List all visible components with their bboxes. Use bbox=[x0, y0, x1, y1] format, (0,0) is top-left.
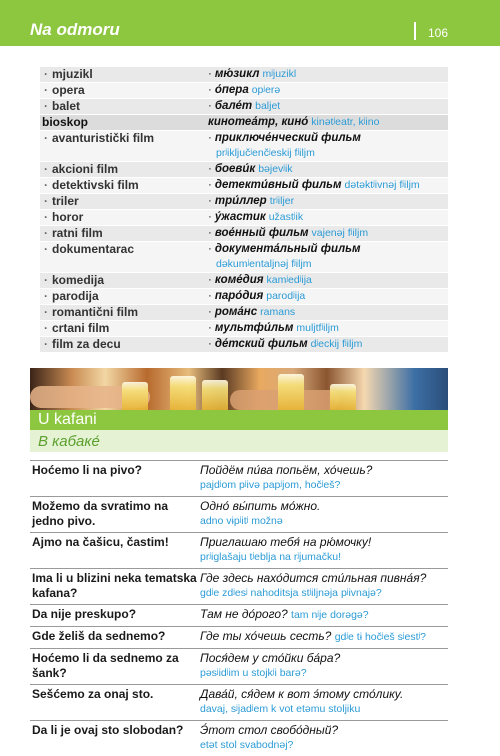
vocab-serbian: film za decu bbox=[52, 337, 121, 351]
vocab-transcription: kamʲedʲija bbox=[266, 274, 312, 286]
vocab-serbian: ratni film bbox=[52, 226, 103, 240]
phrase-row bbox=[30, 496, 448, 532]
phrase-serbian: Da li je ovaj sto slobodan? bbox=[32, 723, 184, 737]
phrase-transcription: pəsʲidʲim u stojkʲi barə? bbox=[200, 667, 307, 679]
vocab-row bbox=[40, 242, 448, 273]
section-title: U kafani bbox=[38, 411, 97, 428]
cinema-vocabulary-table bbox=[40, 67, 448, 353]
phrase-transcription: prʲiglašaju tʲeblja na rʲjumačku! bbox=[200, 551, 342, 563]
vocab-russian: боеви́к bbox=[214, 163, 256, 175]
vocab-transcription: baljet bbox=[255, 100, 281, 112]
bullet-icon: · bbox=[44, 99, 48, 113]
beer-glass bbox=[170, 376, 196, 410]
vocab-serbian: horor bbox=[52, 210, 84, 224]
vocab-serbian: bioskop bbox=[42, 115, 89, 129]
phrase-serbian: Možemo da svratimo na jedno pivo. bbox=[32, 499, 169, 528]
beer-glass bbox=[202, 380, 228, 410]
vocab-serbian: crtani film bbox=[52, 321, 110, 335]
phrase-row bbox=[30, 568, 448, 604]
vocab-transcription: dətəktʲivnəj fʲiljm bbox=[344, 179, 420, 191]
bullet-icon: · bbox=[208, 211, 212, 223]
vocab-transcription: mʲjuzikl bbox=[262, 68, 297, 80]
bullet-icon: · bbox=[44, 131, 48, 145]
vocab-russian: бале́т bbox=[214, 100, 253, 112]
vocab-row bbox=[40, 321, 448, 337]
bullet-icon: · bbox=[208, 227, 212, 239]
phrase-transcription: etət stol svabodnəj? bbox=[200, 739, 294, 751]
phrase-serbian: Ajmo na čašicu, častim! bbox=[32, 535, 169, 549]
bullet-icon: · bbox=[208, 84, 212, 96]
vocab-russian: вое́нный фильм bbox=[214, 227, 309, 239]
vocab-serbian: balet bbox=[52, 99, 81, 113]
phrase-russian: Пося́дем у сто́йки ба́ра? bbox=[200, 651, 341, 665]
phrase-transcription: gdʲe tɨ hočʲeš sʲestʲ? bbox=[334, 631, 427, 643]
vocab-transcription: muljtfʲiljm bbox=[296, 322, 339, 334]
phrase-serbian: Sešćemo za onaj sto. bbox=[32, 687, 154, 701]
vocab-russian: три́ллер bbox=[214, 195, 267, 207]
vocab-row bbox=[40, 289, 448, 305]
phrase-row bbox=[30, 460, 448, 496]
bullet-icon: · bbox=[44, 289, 48, 303]
vocab-row bbox=[40, 67, 448, 83]
pub-photo bbox=[30, 368, 448, 410]
bullet-icon: · bbox=[44, 83, 48, 97]
bullet-icon: · bbox=[208, 290, 212, 302]
beer-glass bbox=[330, 384, 356, 410]
vocab-transcription: vajenəj fʲiljm bbox=[311, 227, 369, 239]
vocab-russian: рома́нс bbox=[214, 306, 258, 318]
bullet-icon: · bbox=[44, 242, 48, 256]
vocab-serbian: romantični film bbox=[52, 305, 139, 319]
bullet-icon: · bbox=[208, 132, 212, 144]
section-subtitle: В кабаке́ bbox=[38, 433, 100, 450]
phrase-russian: Там не до́рого? bbox=[200, 607, 288, 621]
phrase-row bbox=[30, 532, 448, 568]
phrase-transcription: tam nʲje dorəgə? bbox=[291, 609, 369, 621]
vocab-transcription: prʲiključʲenčʲeskij fʲiljm bbox=[216, 147, 315, 159]
vocab-transcription: trʲiljer bbox=[269, 195, 295, 207]
vocab-russian: паро́дия bbox=[214, 290, 264, 302]
header-divider bbox=[414, 22, 416, 40]
phrase-russian: Одно́ вы́пить мо́жно. bbox=[200, 499, 321, 513]
bullet-icon: · bbox=[44, 162, 48, 176]
phrase-row bbox=[30, 720, 448, 756]
vocab-russian: де́тский фильм bbox=[214, 338, 308, 350]
bullet-icon: · bbox=[208, 322, 212, 334]
vocab-row bbox=[40, 337, 448, 353]
phrase-russian: Приглашаю тебя́ на рю́мочку! bbox=[200, 535, 372, 549]
phrase-serbian: Hoćemo li da sednemo za šank? bbox=[32, 651, 179, 680]
vocab-serbian: opera bbox=[52, 83, 85, 97]
vocab-row bbox=[40, 83, 448, 99]
bullet-icon: · bbox=[208, 338, 212, 350]
vocab-russian: о́пера bbox=[214, 84, 249, 96]
beer-glass bbox=[278, 374, 304, 410]
bullet-icon: · bbox=[44, 210, 48, 224]
vocab-row bbox=[40, 178, 448, 194]
vocab-row bbox=[40, 226, 448, 242]
phrase-russian: Где здесь нахо́дится сти́льная пивна́я? bbox=[200, 571, 427, 585]
vocab-transcription: kinətʲeatr, kʲino bbox=[311, 116, 380, 128]
phrase-row bbox=[30, 604, 448, 626]
vocab-russian: документа́льный фильм bbox=[214, 243, 361, 255]
vocab-serbian: akcioni film bbox=[52, 162, 119, 176]
bullet-icon: · bbox=[208, 100, 212, 112]
vocab-serbian: mjuzikl bbox=[52, 67, 93, 81]
vocab-transcription: užastʲik bbox=[268, 211, 304, 223]
vocab-serbian: dokumentarac bbox=[52, 242, 135, 256]
phrase-transcription: pajdʲom pʲivə papʲjom, hočʲeš? bbox=[200, 479, 341, 491]
vocab-serbian: detektivski film bbox=[52, 178, 139, 192]
vocab-row bbox=[40, 194, 448, 210]
phrase-serbian: Da nije preskupo? bbox=[32, 607, 137, 621]
bullet-icon: · bbox=[208, 163, 212, 175]
phrase-row bbox=[30, 648, 448, 684]
vocab-russian: приключе́нческий фильм bbox=[214, 132, 361, 144]
phrase-transcription: gdʲe zdʲesʲ nahoditsja stʲiljnəja pʲivnajə? bbox=[200, 587, 382, 599]
vocab-russian: у́жастик bbox=[214, 211, 266, 223]
phrase-serbian: Hoćemo li na pivo? bbox=[32, 463, 143, 477]
bullet-icon: · bbox=[208, 179, 212, 191]
vocab-transcription: opʲerə bbox=[251, 84, 281, 96]
phrase-transcription: davaj, sʲjadʲem k vot etəmu stoljiku bbox=[200, 703, 361, 715]
bullet-icon: · bbox=[44, 67, 48, 81]
vocab-serbian: komedija bbox=[52, 273, 105, 287]
phrase-russian: Пойдём пи́ва попьём, хо́чешь? bbox=[200, 463, 373, 477]
vocab-row bbox=[40, 99, 448, 115]
vocab-row bbox=[40, 305, 448, 321]
vocab-russian: коме́дия bbox=[214, 274, 264, 286]
vocab-russian: детекти́вный фильм bbox=[214, 179, 342, 191]
vocab-row bbox=[40, 210, 448, 226]
phrase-russian: Где ты хо́чешь сесть? bbox=[200, 629, 332, 643]
phrase-row bbox=[30, 684, 448, 720]
vocab-row bbox=[40, 131, 448, 162]
bullet-icon: · bbox=[44, 321, 48, 335]
vocab-row bbox=[40, 273, 448, 289]
bullet-icon: · bbox=[44, 337, 48, 351]
vocab-transcription: ramans bbox=[260, 306, 296, 318]
vocab-serbian: triler bbox=[52, 194, 79, 208]
chapter-title: Na odmoru bbox=[30, 20, 120, 39]
bullet-icon: · bbox=[44, 226, 48, 240]
page-number: 106 bbox=[428, 26, 449, 40]
vocab-russian: мю́зикл bbox=[214, 68, 260, 80]
vocab-russian: кинотеа́тр, кино́ bbox=[208, 116, 309, 128]
bullet-icon: · bbox=[208, 274, 212, 286]
bullet-icon: · bbox=[44, 305, 48, 319]
vocab-row bbox=[40, 162, 448, 178]
vocab-transcription: dʲeckij fʲiljm bbox=[310, 338, 363, 350]
phrase-serbian: Gde želiš da sednemo? bbox=[32, 629, 166, 643]
beer-glass bbox=[122, 382, 148, 410]
bullet-icon: · bbox=[44, 273, 48, 287]
vocab-russian: мультфи́льм bbox=[214, 322, 294, 334]
bullet-icon: · bbox=[208, 243, 212, 255]
bullet-icon: · bbox=[44, 194, 48, 208]
vocab-transcription: dəkumʲentaljnəj fʲiljm bbox=[216, 258, 312, 270]
vocab-serbian: avanturistički film bbox=[52, 131, 155, 145]
phrase-serbian: Ima li u blizini neka tematska kafana? bbox=[32, 571, 197, 600]
bullet-icon: · bbox=[208, 68, 212, 80]
phrase-row bbox=[30, 626, 448, 648]
vocab-heading-row bbox=[40, 115, 448, 131]
vocab-serbian: parodija bbox=[52, 289, 99, 303]
phrase-transcription: adno vɨpʲitʲ možnə bbox=[200, 515, 283, 527]
bullet-icon: · bbox=[44, 178, 48, 192]
vocab-transcription: bəjevʲik bbox=[258, 163, 293, 175]
vocab-transcription: parodʲija bbox=[266, 290, 306, 302]
bullet-icon: · bbox=[208, 306, 212, 318]
phrase-russian: Э́тот стол свобо́дный? bbox=[200, 723, 339, 737]
phrase-russian: Дава́й, ся́дем к вот э́тому сто́лику. bbox=[200, 687, 404, 701]
phrase-table bbox=[30, 460, 448, 756]
bullet-icon: · bbox=[208, 195, 212, 207]
